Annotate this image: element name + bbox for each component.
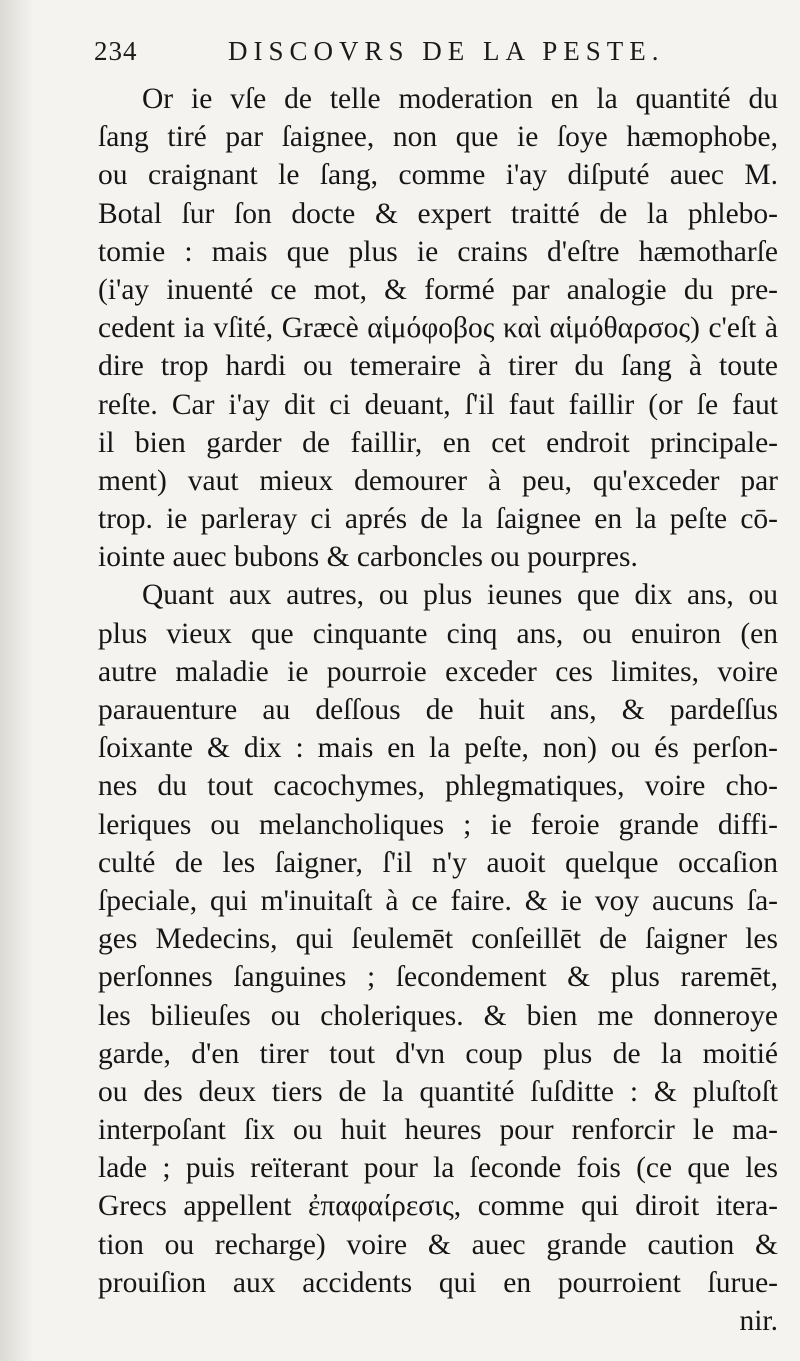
page-number: 234 [94, 36, 138, 66]
running-head [94, 36, 774, 80]
text-line: ou des deux tiers de la quantité ſuſditte : & pluſtoſt [98, 1075, 778, 1108]
text-line: parauenture au deſſous de huit ans, & pardeſſus [98, 694, 778, 726]
text-line: garde, d'en tirer tout d'vn coup plus de la moitié [98, 1037, 778, 1070]
text-line: leriques ou melancholiques ; ie feroie grande diffi- [98, 808, 778, 841]
text-line: Grecs appellent ἐπαφαίρεσις, comme qui diroit itera- [98, 1190, 778, 1223]
text-line: interpoſant ſix ou huit heures pour renforcir le ma- [98, 1114, 778, 1147]
text-line: reſte. Car i'ay dit ci deuant, ſ'il faut faillir (or ſe faut [98, 388, 778, 421]
text-line: plus vieux que cinquante cinq ans, ou enuiron (en [98, 617, 778, 650]
body-text [98, 80, 778, 1340]
text-line: les bilieuſes ou choleriques. & bien me donneroye [98, 999, 778, 1032]
text-line: Quant aux autres, ou plus ieunes que dix ans, ou [142, 579, 778, 612]
text-line: dire trop hardi ou temeraire à tirer du ſang à toute [98, 350, 778, 383]
text-line: ſoixante & dix : mais en la peſte, non) ou és perſon- [98, 732, 778, 765]
text-line: culté de les ſaigner, ſ'il n'y auoit quelque occaſion [98, 846, 778, 879]
text-line: prouiſion aux accidents qui en pourroient ſurue- [98, 1266, 778, 1299]
text-line: autre maladie ie pourroie exceder ces limites, voire [98, 655, 778, 688]
text-line: nes du tout cacochymes, phlegmatiques, voire cho- [98, 770, 778, 803]
text-line: ſang tiré par ſaignee, non que ie ſoye hæmophobe, [98, 121, 778, 154]
text-line: ment) vaut mieux demourer à peu, qu'exceder par [98, 464, 778, 497]
text-line: Or ie vſe de telle moderation en la quantité du [142, 83, 778, 115]
running-title: DISCOVRS DE LA PESTE. [228, 36, 665, 66]
text-line: Botal ſur ſon docte & expert traitté de la phlebo- [98, 197, 778, 230]
text-line: tomie : mais que plus ie crains d'eſtre hæmotharſe [98, 235, 778, 268]
text-line: lade ; puis reïterant pour la ſeconde fois (ce que les [98, 1152, 778, 1185]
text-line: ges Medecins, qui ſeulemēt conſeillēt de ſaigner les [98, 923, 778, 956]
text-line: il bien garder de faillir, en cet endroit principale- [98, 426, 778, 459]
text-line: cedent ia vſité, Græcè αἱμόφοβος καὶ αἱμόθαρσος) c'eſt à [98, 312, 778, 345]
text-line: ſpeciale, qui m'inuitaſt à ce faire. & ie voy aucuns ſa- [98, 884, 778, 917]
text-line: (i'ay inuenté ce mot, & formé par analogie du pre- [98, 273, 778, 306]
page-gutter-shadow [0, 0, 34, 1361]
text-line: iointe auec bubons & carboncles ou pourpres. [98, 541, 638, 574]
text-line: ou craignant le ſang, comme i'ay diſputé auec M. [98, 159, 778, 192]
text-line: trop. ie parleray ci aprés de la ſaignee en la peſte cō- [98, 503, 778, 536]
text-line: perſonnes ſanguines ; ſecondement & plus raremēt, [98, 961, 778, 994]
text-line-final: nir. [739, 1305, 778, 1337]
text-line: tion ou recharge) voire & auec grande caution & [98, 1228, 778, 1261]
